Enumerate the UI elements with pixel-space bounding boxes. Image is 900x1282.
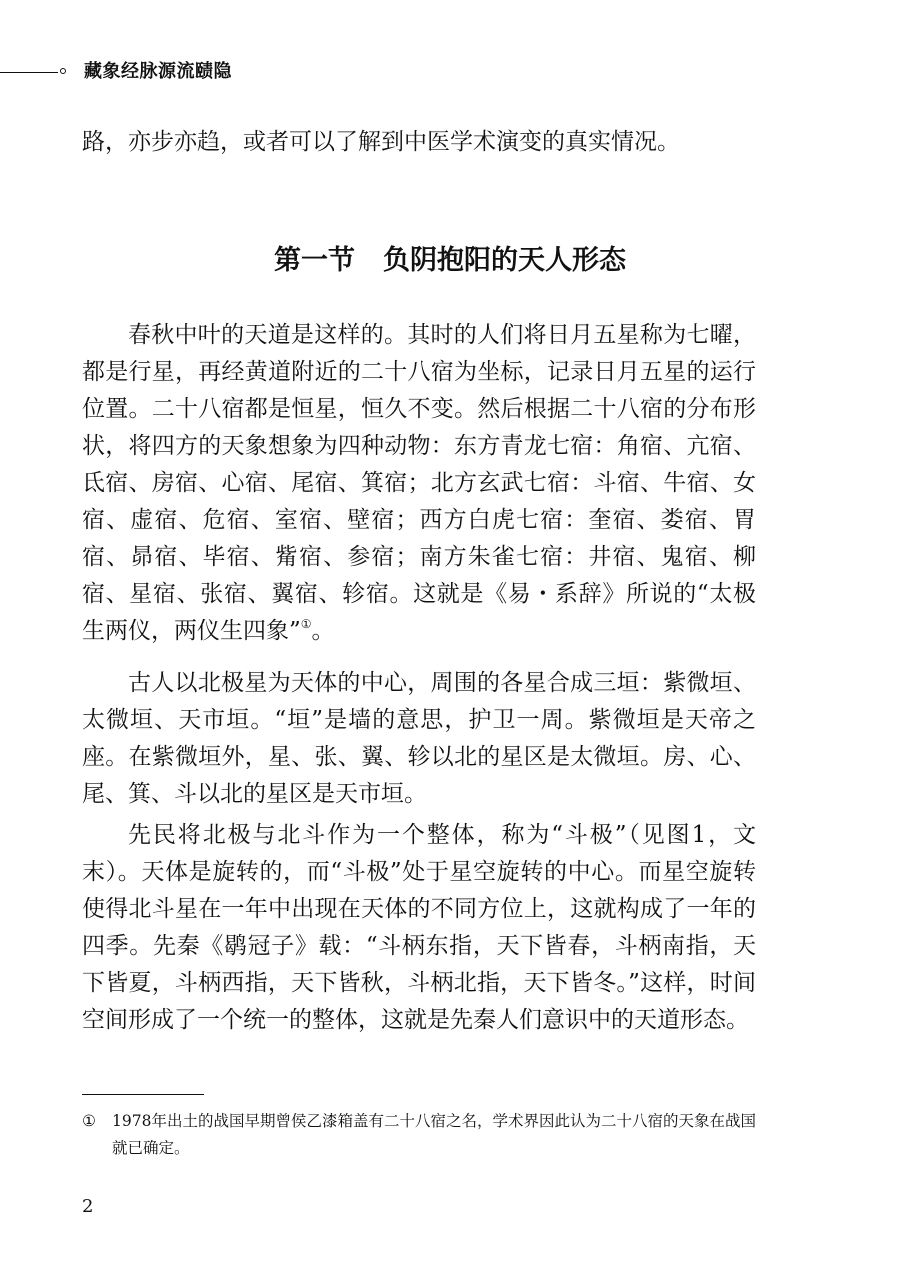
- running-head-circle-icon: [60, 68, 66, 74]
- paragraph-1: [82, 317, 756, 650]
- footnote-separator: [82, 1094, 204, 1095]
- paragraph-3: 先民将北极与北斗作为一个整体，称为“斗极”（见图1，文末）。天体是旋转的，而“斗极”处于星空旋转的中心。而星空旋转使得北斗星在一年中出现在天体的不同方位上，这就构成了一年的四季。先秦《鹖冠子》载：“斗柄东指，天下皆春，斗柄南指，天下皆夏，斗柄西指，天下皆秋，斗柄北指，天下皆冬。”这样，时间空间形成了一个统一的整体，这就是先秦人们意识中的天道形态。: [82, 822, 756, 1033]
- running-head-title: 藏象经脉源流赜隐: [84, 61, 232, 82]
- intro-paragraph: 路，亦步亦趋，或者可以了解到中医学术演变的真实情况。: [82, 129, 680, 155]
- running-head: [0, 56, 900, 86]
- footnote-marker: ①: [82, 1112, 96, 1130]
- intro-paragraph-block: [82, 124, 756, 161]
- footnote-reference[interactable]: ①: [300, 617, 312, 631]
- footnote-body: [82, 1108, 756, 1162]
- section-title: 负阴抱阳的天人形态: [383, 245, 626, 276]
- paragraph-block-1: [82, 317, 756, 650]
- section-number: 第一节: [274, 245, 355, 276]
- running-head-rule: [0, 72, 58, 73]
- paragraph-1-tail: 。: [311, 618, 335, 644]
- section-heading: [0, 238, 900, 277]
- paragraph-1-text: 春秋中叶的天道是这样的。其时的人们将日月五星称为七曜，都是行星，再经黄道附近的二十八宿为坐标，记录日月五星的运行位置。二十八宿都是恒星，恒久不变。然后根据二十八宿的分布形状，将四方的天象想象为四种动物：东方青龙七宿：角宿、亢宿、氐宿、房宿、心宿、尾宿、箕宿；北方玄武七宿：斗宿、牛宿、女宿、虚宿、危宿、室宿、壁宿；西方白虎七宿：奎宿、娄宿、胃宿、昴宿、毕宿、觜宿、参宿；南方朱雀七宿：井宿、鬼宿、柳宿、星宿、张宿、翼宿、轸宿。这就是《易・系辞》所说的“太极生两仪，两仪生四象”: [82, 322, 756, 644]
- paragraph-block-2: [82, 665, 756, 813]
- page-number: 2: [82, 1196, 94, 1217]
- paragraph-2: 古人以北极星为天体的中心，周围的各星合成三垣：紫微垣、太微垣、天市垣。“垣”是墙的意思，护卫一周。紫微垣是天帝之座。在紫微垣外，星、张、翼、轸以北的星区是太微垣。房、心、尾、箕、斗以北的星区是天市垣。: [82, 670, 756, 807]
- footnote: [82, 1108, 756, 1162]
- paragraph-block-3: [82, 817, 756, 1039]
- footnote-text: 1978年出土的战国早期曾侯乙漆箱盖有二十八宿之名，学术界因此认为二十八宿的天象在战国就已确定。: [112, 1112, 756, 1157]
